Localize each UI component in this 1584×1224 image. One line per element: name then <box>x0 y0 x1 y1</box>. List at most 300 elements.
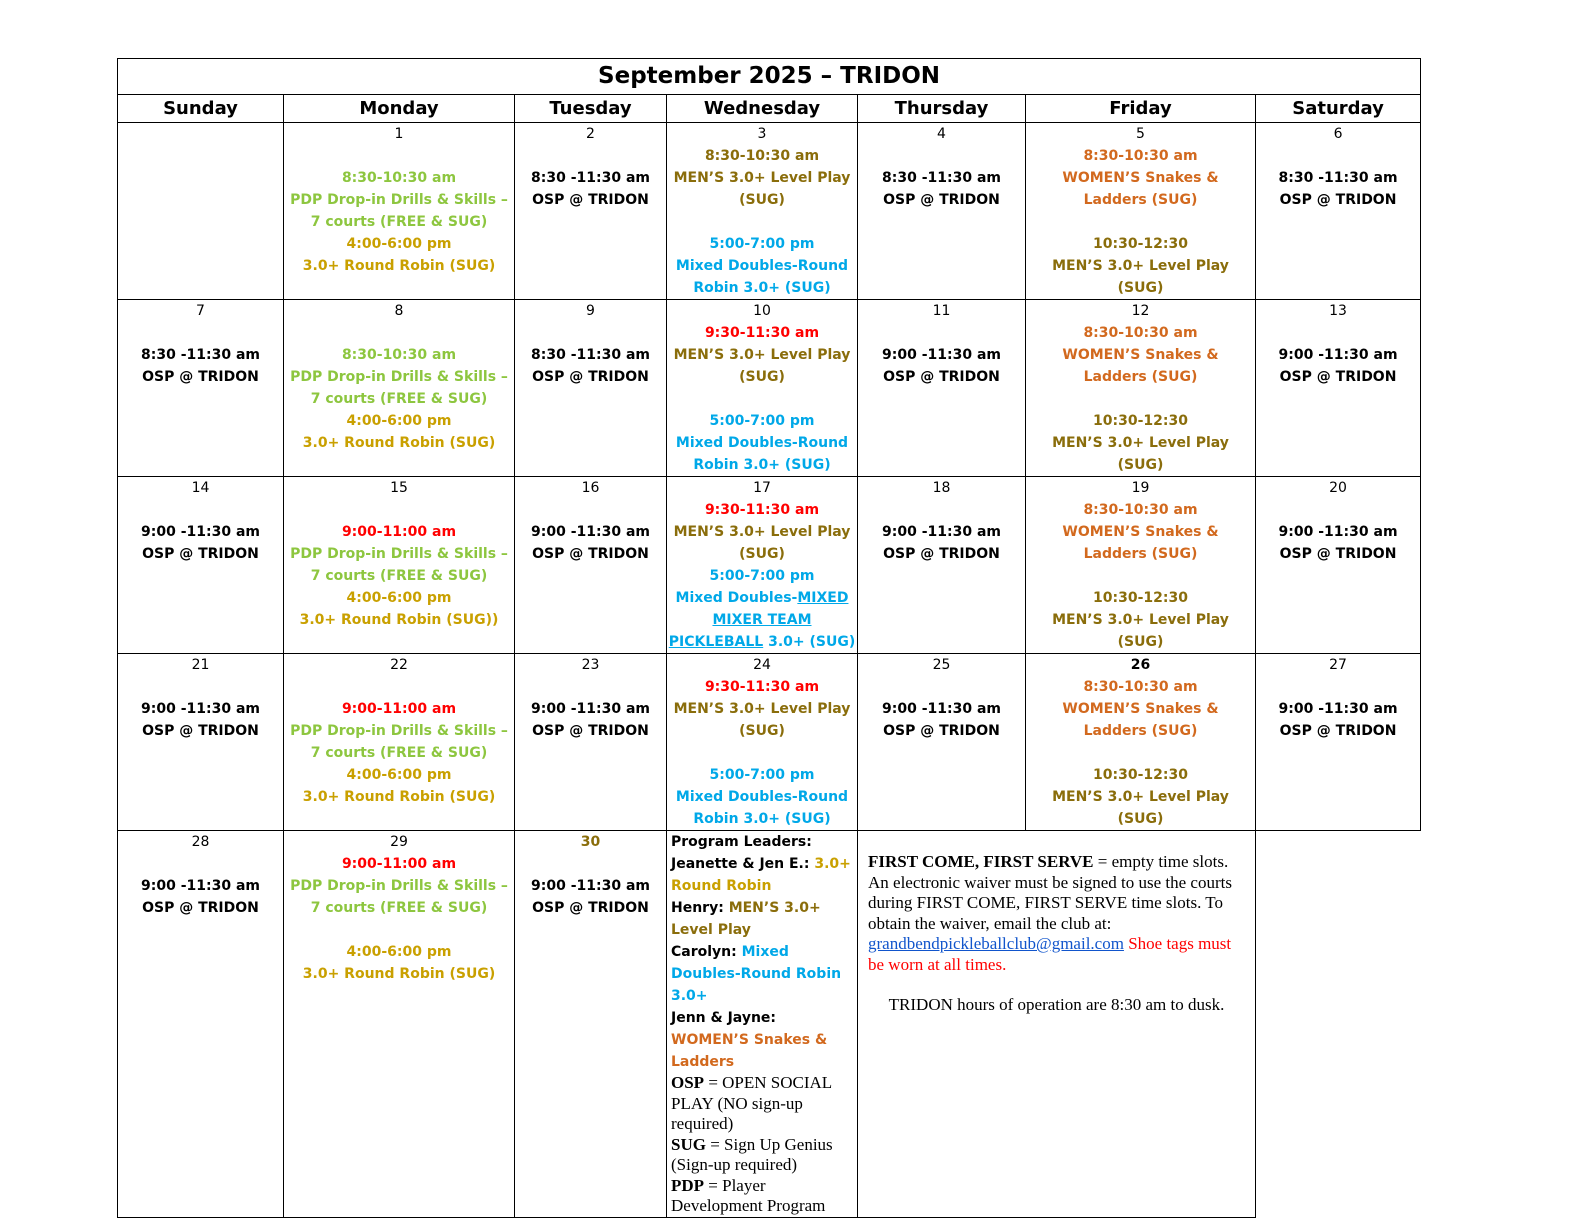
club-email-link[interactable]: grandbendpickleballclub@gmail.com <box>868 934 1124 953</box>
event-text: OSP @ TRIDON <box>1279 546 1397 562</box>
calendar-week-row <box>118 654 1421 831</box>
weekday-header-saturday: Saturday <box>1256 95 1421 123</box>
day-number: 7 <box>196 303 205 319</box>
blank-line <box>667 742 857 764</box>
event-text: PDP Drop-in Drills & Skills – <box>290 878 508 894</box>
blank-line <box>1026 565 1255 587</box>
event-line <box>858 521 1025 543</box>
blank-line <box>1256 145 1420 167</box>
event-line <box>667 720 857 742</box>
event-text: 4:00-6:00 pm <box>346 767 452 783</box>
event-line <box>667 565 857 587</box>
event-text: OSP @ TRIDON <box>532 900 649 916</box>
event-text: 7 courts (FREE & SUG) <box>310 391 488 407</box>
event-text: MEN’S 3.0+ Level Play <box>673 347 851 363</box>
event-line <box>667 145 857 167</box>
event-text: Mixed Doubles-Round <box>675 435 849 451</box>
event-text: 8:30 -11:30 am <box>882 170 1001 186</box>
event-text: 8:30-10:30 am <box>1083 502 1198 518</box>
weekday-header-monday: Monday <box>284 95 515 123</box>
abbreviation: SUG <box>671 1134 706 1154</box>
weekday-header-tuesday: Tuesday <box>515 95 667 123</box>
day-cell-28 <box>118 831 284 1218</box>
blank-line <box>515 499 666 521</box>
day-number: 5 <box>1136 126 1145 142</box>
event-text: PDP Drop-in Drills & Skills – <box>290 192 508 208</box>
day-cell-13 <box>1256 300 1421 477</box>
event-text: MEN’S 3.0+ Level Play <box>1052 258 1229 274</box>
event-line <box>1026 189 1255 211</box>
event-line <box>284 897 514 919</box>
day-cell-5 <box>1026 123 1256 300</box>
leader-name: Carolyn: <box>671 944 742 960</box>
event-line <box>1026 410 1255 432</box>
day-number: 10 <box>753 303 771 319</box>
event-line <box>858 167 1025 189</box>
event-line <box>284 963 514 985</box>
blank-line <box>858 676 1025 698</box>
event-line <box>515 167 666 189</box>
event-text: 8:30-10:30 am <box>1083 148 1198 164</box>
event-line <box>1026 167 1255 189</box>
event-line <box>1026 432 1255 454</box>
event-text: 8:30 -11:30 am <box>531 347 650 363</box>
event-text: 4:00-6:00 pm <box>346 944 452 960</box>
day-cell-22 <box>284 654 515 831</box>
event-line <box>1256 521 1420 543</box>
event-text: 9:30-11:30 am <box>704 679 820 695</box>
event-text: 10:30-12:30 <box>1093 236 1188 252</box>
event-text: MEN’S 3.0+ Level Play <box>673 170 851 186</box>
event-text: WOMEN’S Snakes & <box>1062 524 1219 540</box>
event-line <box>858 543 1025 565</box>
event-line <box>667 499 857 521</box>
leader-program: Mixed Doubles-Round Robin 3.0+ <box>671 944 842 1004</box>
event-line <box>284 255 514 277</box>
day-cell-8 <box>284 300 515 477</box>
event-text: Mixed Doubles- <box>675 590 798 606</box>
blank-line <box>118 499 283 521</box>
event-line <box>667 410 857 432</box>
event-line <box>667 167 857 189</box>
event-line <box>284 233 514 255</box>
event-text: 7 courts (FREE & SUG) <box>310 214 488 230</box>
event-text: 8:30 -11:30 am <box>141 347 260 363</box>
event-text: OSP @ TRIDON <box>883 192 1000 208</box>
day-number: 23 <box>581 657 600 673</box>
event-text: 9:00 -11:30 am <box>1278 347 1398 363</box>
day-cell-19 <box>1026 477 1256 654</box>
day-number: 30 <box>580 834 601 850</box>
event-text: WOMEN’S Snakes & <box>1062 701 1219 717</box>
event-line <box>1256 720 1420 742</box>
event-text: (SUG) <box>1117 280 1164 296</box>
event-text: 9:00-11:00 am <box>341 524 457 540</box>
event-text: 5:00-7:00 pm <box>709 236 815 252</box>
event-line <box>284 167 514 189</box>
program-leader-line <box>671 941 853 1007</box>
blank-line <box>284 145 514 167</box>
weekday-header-sunday: Sunday <box>118 95 284 123</box>
event-text: OSP @ TRIDON <box>142 546 259 562</box>
event-text: 4:00-6:00 pm <box>346 590 452 606</box>
event-line <box>1256 189 1420 211</box>
event-text: Ladders (SUG) <box>1083 546 1198 562</box>
event-text: MEN’S 3.0+ Level Play <box>673 701 851 717</box>
event-line <box>667 631 857 653</box>
event-line <box>1026 631 1255 653</box>
underlined-text: MIXED <box>797 590 849 606</box>
event-line <box>118 720 283 742</box>
fcfs-text: = empty time slots. An electronic waiver must be signed to use the courts during FIRST COME, FIRST SERVE time slots. To obtain the waiver, email the club at: <box>868 852 1232 933</box>
event-text: 9:30-11:30 am <box>704 502 820 518</box>
event-line <box>667 233 857 255</box>
event-line <box>118 698 283 720</box>
event-text: 3.0+ Round Robin (SUG)) <box>299 612 499 628</box>
event-text: 9:00-11:00 am <box>341 856 457 872</box>
day-number: 8 <box>394 303 404 319</box>
event-text: 9:30-11:30 am <box>704 325 820 341</box>
blank-line <box>1256 499 1420 521</box>
day-cell-24 <box>667 654 858 831</box>
abbreviation-definition <box>671 1176 853 1217</box>
event-text: 5:00-7:00 pm <box>709 413 815 429</box>
event-line <box>515 521 666 543</box>
underlined-text: MIXER TEAM <box>712 612 812 628</box>
event-line <box>284 786 514 808</box>
event-line <box>858 189 1025 211</box>
day-number: 1 <box>394 126 404 142</box>
event-line <box>515 720 666 742</box>
event-line <box>1026 698 1255 720</box>
day-number: 12 <box>1131 303 1150 319</box>
abbreviation-definitions <box>671 1073 853 1217</box>
weekday-header-friday: Friday <box>1026 95 1256 123</box>
blank-line <box>284 322 514 344</box>
leader-program: WOMEN’S Snakes & Ladders <box>671 1032 828 1070</box>
event-line <box>1026 233 1255 255</box>
event-line <box>515 344 666 366</box>
event-line <box>118 875 283 897</box>
event-line <box>667 454 857 476</box>
event-line <box>118 366 283 388</box>
event-text: (SUG) <box>739 369 785 385</box>
weekday-header-wednesday: Wednesday <box>667 95 858 123</box>
day-number: 26 <box>1130 657 1151 673</box>
event-line <box>1256 344 1420 366</box>
calendar-week-row <box>118 123 1421 300</box>
program-leader-line <box>671 897 853 941</box>
underlined-text: PICKLEBALL <box>668 634 764 650</box>
event-line <box>667 277 857 299</box>
event-line <box>1026 720 1255 742</box>
event-line <box>1026 764 1255 786</box>
event-text: (SUG) <box>1117 811 1164 827</box>
event-text: (SUG) <box>739 192 785 208</box>
event-line <box>1026 543 1255 565</box>
event-text: Robin 3.0+ (SUG) <box>693 280 831 296</box>
blank-line <box>667 211 857 233</box>
day-cell-16 <box>515 477 667 654</box>
leader-name: Jenn & Jayne: <box>671 1010 777 1026</box>
event-line <box>284 366 514 388</box>
event-text: Ladders (SUG) <box>1083 192 1198 208</box>
event-line <box>1026 499 1255 521</box>
event-text: OSP @ TRIDON <box>142 900 259 916</box>
event-text: 3.0+ Round Robin (SUG) <box>302 435 496 451</box>
day-cell-14 <box>118 477 284 654</box>
event-text: (SUG) <box>1117 457 1164 473</box>
event-text: 4:00-6:00 pm <box>346 413 452 429</box>
day-cell-10 <box>667 300 858 477</box>
event-text: 9:00 -11:30 am <box>1278 524 1398 540</box>
event-line <box>667 808 857 830</box>
event-text: 7 courts (FREE & SUG) <box>310 900 488 916</box>
event-line <box>284 609 514 631</box>
blank-line <box>284 499 514 521</box>
event-text: Mixed Doubles-Round <box>675 258 849 274</box>
day-number: 6 <box>1333 126 1343 142</box>
day-number: 2 <box>586 126 595 142</box>
leader-program: MEN’S 3.0+ Level Play <box>671 900 821 938</box>
event-text: 9:00 -11:30 am <box>531 701 650 717</box>
event-text: (SUG) <box>1117 634 1164 650</box>
event-line <box>667 521 857 543</box>
event-line <box>858 366 1025 388</box>
event-text: 7 courts (FREE & SUG) <box>310 568 488 584</box>
program-leaders-list <box>671 853 853 1073</box>
event-text: 8:30 -11:30 am <box>1278 170 1398 186</box>
abbreviation-definition <box>671 1135 853 1176</box>
event-line <box>1026 676 1255 698</box>
event-line <box>284 587 514 609</box>
day-cell-9 <box>515 300 667 477</box>
event-text: 9:00 -11:30 am <box>882 701 1001 717</box>
blank-line <box>1026 388 1255 410</box>
event-text: Robin 3.0+ (SUG) <box>693 457 831 473</box>
blank-line <box>118 676 283 698</box>
program-leader-line <box>671 853 853 897</box>
event-line <box>1026 609 1255 631</box>
event-text: 9:00 -11:30 am <box>1278 701 1398 717</box>
event-line <box>858 344 1025 366</box>
event-line <box>284 875 514 897</box>
event-line <box>118 344 283 366</box>
event-line <box>284 388 514 410</box>
event-text: WOMEN’S Snakes & <box>1062 170 1219 186</box>
event-text: 7 courts (FREE & SUG) <box>310 745 488 761</box>
calendar-week-row <box>118 831 1421 1218</box>
event-line <box>284 941 514 963</box>
day-cell-3 <box>667 123 858 300</box>
day-cell-7 <box>118 300 284 477</box>
day-cell-30 <box>515 831 667 1218</box>
program-leaders-heading: Program Leaders: <box>671 834 812 850</box>
blank-line <box>1026 211 1255 233</box>
event-line <box>1026 786 1255 808</box>
event-line <box>1026 344 1255 366</box>
event-text: OSP @ TRIDON <box>532 369 649 385</box>
event-line <box>515 543 666 565</box>
event-text: OSP @ TRIDON <box>1279 192 1397 208</box>
event-line <box>284 698 514 720</box>
blank-line <box>284 919 514 941</box>
event-line <box>284 764 514 786</box>
event-line <box>1026 322 1255 344</box>
event-text: 3.0+ (SUG) <box>763 634 856 650</box>
blank-line <box>1256 322 1420 344</box>
event-text: 9:00 -11:30 am <box>531 878 650 894</box>
leader-name: Jeanette & Jen E.: <box>671 856 815 872</box>
event-line <box>667 786 857 808</box>
event-text: OSP @ TRIDON <box>532 723 649 739</box>
weekday-header-thursday: Thursday <box>858 95 1026 123</box>
event-text: OSP @ TRIDON <box>1279 369 1397 385</box>
abbreviation-meaning: = OPEN SOCIAL PLAY (NO sign-up required) <box>671 1073 832 1133</box>
event-text: MEN’S 3.0+ Level Play <box>673 524 851 540</box>
event-line <box>667 764 857 786</box>
event-line <box>667 587 857 609</box>
event-text: MEN’S 3.0+ Level Play <box>1052 435 1229 451</box>
program-leader-line <box>671 1007 853 1073</box>
hours-of-operation: TRIDON hours of operation are 8:30 am to dusk. <box>888 995 1225 1014</box>
day-number: 18 <box>932 480 951 496</box>
event-line <box>667 543 857 565</box>
event-text: 8:30-10:30 am <box>1083 679 1198 695</box>
event-text: 9:00 -11:30 am <box>141 524 260 540</box>
day-cell-27 <box>1256 654 1421 831</box>
event-line <box>1026 454 1255 476</box>
event-line <box>284 189 514 211</box>
event-line <box>1256 167 1420 189</box>
blank-line <box>858 322 1025 344</box>
event-text: 8:30-10:30 am <box>341 347 457 363</box>
abbreviation: PDP <box>671 1175 705 1195</box>
day-number: 16 <box>581 480 600 496</box>
blank-line <box>515 145 666 167</box>
blank-line <box>515 853 666 875</box>
event-text: Mixed Doubles-Round <box>675 789 849 805</box>
event-line <box>1026 808 1255 830</box>
leader-name: Henry: <box>671 900 729 916</box>
event-line <box>1026 145 1255 167</box>
blank-line <box>667 388 857 410</box>
event-text: OSP @ TRIDON <box>532 546 649 562</box>
event-text: MEN’S 3.0+ Level Play <box>1052 612 1229 628</box>
empty-day-cell <box>118 123 284 300</box>
event-text: OSP @ TRIDON <box>883 723 1000 739</box>
event-line <box>1026 277 1255 299</box>
event-line <box>1026 521 1255 543</box>
event-text: 10:30-12:30 <box>1093 590 1188 606</box>
event-text: 9:00 -11:30 am <box>882 347 1001 363</box>
event-text: Ladders (SUG) <box>1083 369 1198 385</box>
abbreviation-meaning: = Player Development Program <box>671 1175 826 1215</box>
event-text: OSP @ TRIDON <box>142 723 259 739</box>
abbreviation: OSP <box>671 1073 705 1092</box>
day-cell-2 <box>515 123 667 300</box>
event-line <box>284 410 514 432</box>
calendar-title: September 2025 – TRIDON <box>118 59 1421 95</box>
event-text: 3.0+ Round Robin (SUG) <box>302 789 496 805</box>
day-number: 3 <box>757 126 767 142</box>
day-number: 13 <box>1329 303 1347 319</box>
event-text: OSP @ TRIDON <box>142 369 259 385</box>
first-come-first-serve-note <box>858 831 1256 1218</box>
blank-line <box>1026 742 1255 764</box>
event-text: 9:00 -11:30 am <box>141 878 260 894</box>
calendar-weeks <box>118 123 1421 831</box>
event-line <box>515 189 666 211</box>
event-text: 3.0+ Round Robin (SUG) <box>302 258 496 274</box>
event-line <box>284 521 514 543</box>
blank-line <box>515 322 666 344</box>
event-text: OSP @ TRIDON <box>1279 723 1397 739</box>
event-line <box>284 853 514 875</box>
day-number: 9 <box>586 303 595 319</box>
event-line <box>1256 698 1420 720</box>
event-line <box>284 344 514 366</box>
event-line <box>284 211 514 233</box>
event-line <box>515 897 666 919</box>
event-line <box>284 742 514 764</box>
blank-line <box>1256 676 1420 698</box>
event-text: MEN’S 3.0+ Level Play <box>1052 789 1229 805</box>
event-text: WOMEN’S Snakes & <box>1062 347 1219 363</box>
event-line <box>284 720 514 742</box>
day-number: 19 <box>1131 480 1150 496</box>
event-text: 8:30-10:30 am <box>1083 325 1198 341</box>
event-line <box>667 366 857 388</box>
day-number: 24 <box>753 657 771 673</box>
blank-line <box>515 676 666 698</box>
day-number: 25 <box>932 657 951 673</box>
day-number: 27 <box>1329 657 1347 673</box>
day-cell-6 <box>1256 123 1421 300</box>
event-line <box>1026 255 1255 277</box>
leader-program: 3.0+ Round Robin <box>671 856 851 894</box>
event-text: 3.0+ Round Robin (SUG) <box>302 966 496 982</box>
event-text: 5:00-7:00 pm <box>709 767 815 783</box>
day-cell-11 <box>858 300 1026 477</box>
weekday-header-row <box>118 95 1421 123</box>
day-cell-4 <box>858 123 1026 300</box>
day-cell-26 <box>1026 654 1256 831</box>
day-number: 11 <box>932 303 951 319</box>
event-line <box>515 698 666 720</box>
day-cell-25 <box>858 654 1026 831</box>
event-line <box>667 676 857 698</box>
event-text: Ladders (SUG) <box>1083 723 1198 739</box>
day-number: 4 <box>937 126 946 142</box>
blank-line <box>118 322 283 344</box>
day-number: 28 <box>191 834 210 850</box>
event-text: 10:30-12:30 <box>1093 767 1188 783</box>
day-number: 15 <box>390 480 408 496</box>
event-line <box>1256 366 1420 388</box>
day-cell-23 <box>515 654 667 831</box>
day-cell-29 <box>284 831 515 1218</box>
calendar-week-row <box>118 477 1421 654</box>
event-text: 8:30-10:30 am <box>341 170 457 186</box>
event-text: 9:00-11:00 am <box>341 701 457 717</box>
blank-line <box>858 499 1025 521</box>
event-line <box>667 609 857 631</box>
event-line <box>667 255 857 277</box>
blank-line <box>118 853 283 875</box>
event-line <box>118 543 283 565</box>
day-number <box>118 123 283 145</box>
